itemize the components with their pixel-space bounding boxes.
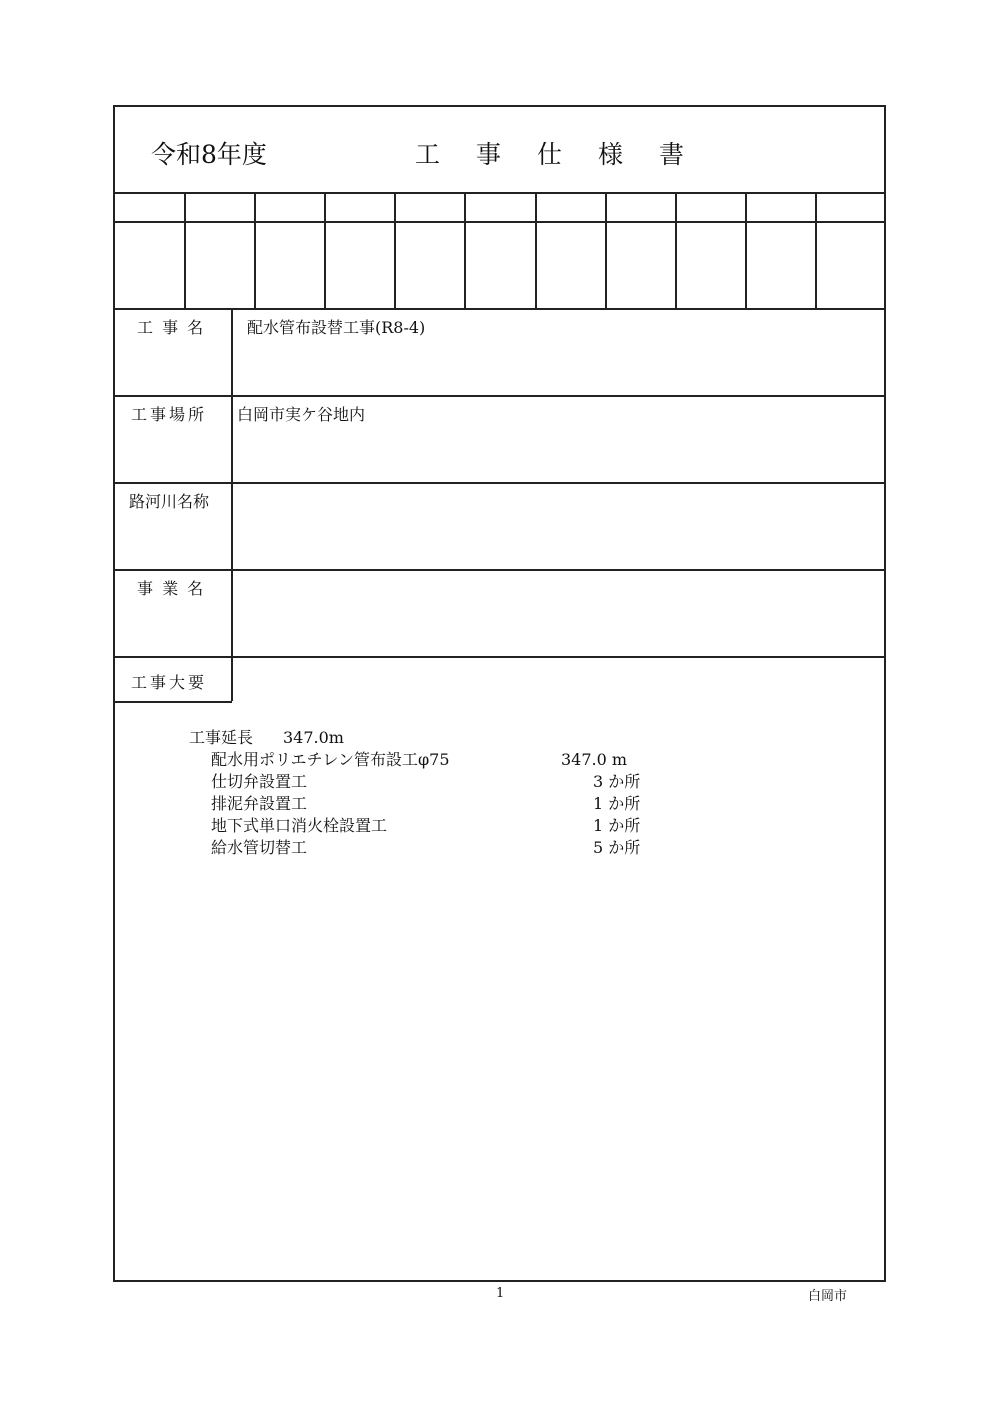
title-char: 工 [415,140,441,169]
outline-item-qty: 1 か所 [593,816,641,835]
outline-item-qty: 5 か所 [593,838,641,857]
stamp-grid-line [745,192,747,308]
title-char: 仕 [537,140,563,169]
stamp-grid-line [324,192,326,308]
route-label: 路河川名称 [129,492,210,511]
site-value: 白岡市実ケ谷地内 [237,405,366,424]
stamp-grid-line [464,192,466,308]
document-title [415,135,720,171]
stamp-grid-line [675,192,677,308]
outline-item-qty: 3 か所 [593,772,641,791]
stamp-grid-line [184,192,186,308]
stamp-grid-line [535,192,537,308]
stamp-grid-line [394,192,396,308]
page-number: 1 [496,1286,505,1301]
stamp-grid-line [815,192,817,308]
site-label: 工事場所 [131,405,208,424]
total-length-label: 工事延長 [189,728,254,747]
project-label: 事 業 名 [137,579,206,598]
outline-item-qty: 1 か所 [593,794,641,813]
work-name-value: 配水管布設替工事(R8-4) [247,318,426,337]
outline-label: 工事大要 [131,673,208,692]
divider [115,221,884,223]
outline-item-name: 排泥弁設置工 [211,794,308,813]
fiscal-year: 令和8年度 [151,140,267,169]
work-name-label: 工 事 名 [137,318,206,337]
label-column-line [231,308,233,701]
title-char: 書 [659,140,685,169]
divider [115,192,884,194]
stamp-grid-line [254,192,256,308]
issuer-name: 白岡市 [808,1289,848,1304]
outline-item-name: 地下式単口消火栓設置工 [211,816,388,835]
stamp-grid-line [605,192,607,308]
total-length-value: 347.0m [283,728,344,747]
divider [115,701,232,703]
title-char: 様 [598,140,624,169]
specification-form [113,105,886,1282]
outline-item-name: 配水用ポリエチレン管布設工φ75 [211,750,450,769]
outline-item-name: 給水管切替工 [211,838,308,857]
outline-item-qty: 347.0 m [561,750,628,769]
outline-item-name: 仕切弁設置工 [211,772,308,791]
title-char: 事 [476,140,502,169]
